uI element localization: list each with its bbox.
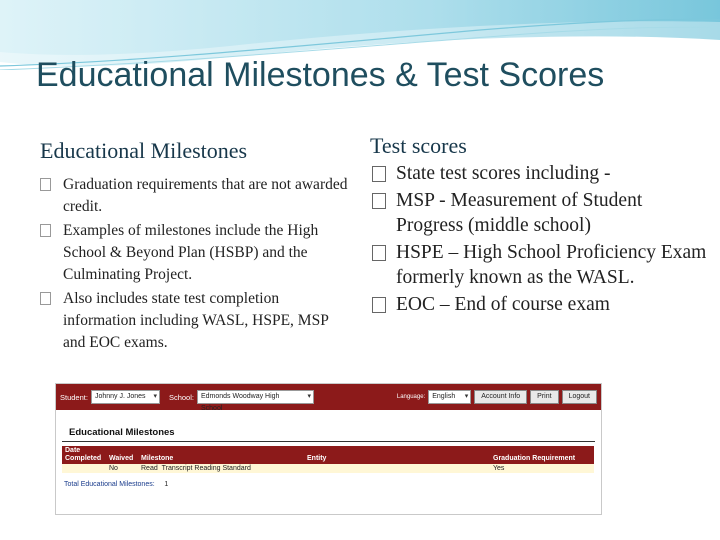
bullet-box-icon	[40, 178, 51, 191]
test-scores-bullet	[370, 161, 710, 187]
test-scores-bullet-list	[370, 161, 710, 317]
bullet-box-icon	[372, 245, 386, 261]
test-scores-column	[370, 133, 710, 318]
slide-title: Educational Milestones & Test Scores	[36, 56, 605, 94]
bullet-text: Examples of milestones include the High School & Beyond Plan (HSBP) and the Culminating Project.	[63, 222, 319, 283]
milestone-description: Transcript Reading Standard	[161, 465, 251, 472]
table-header-row	[62, 446, 594, 464]
test-scores-bullet	[370, 240, 710, 291]
table-row[interactable]	[62, 464, 594, 473]
cell-entity	[304, 464, 490, 473]
bullet-text: State test scores including -	[396, 163, 611, 184]
bullet-text: HSPE – High School Proficiency Exam formerly known as the WASL.	[396, 241, 707, 288]
embedded-app-screenshot	[55, 383, 602, 515]
bullet-box-icon	[372, 166, 386, 182]
milestones-table	[62, 446, 594, 473]
bullet-text: MSP - Measurement of Student Progress (middle school)	[396, 189, 643, 236]
milestones-bullet	[40, 288, 350, 354]
section-title: Educational Milestones	[62, 410, 595, 442]
milestones-column	[40, 138, 350, 356]
bullet-box-icon	[40, 224, 51, 237]
bullet-text: EOC – End of course exam	[396, 293, 610, 315]
milestone-code: Read	[141, 465, 158, 472]
column-header-waived[interactable]: Waived	[106, 446, 138, 464]
bullet-box-icon	[372, 193, 386, 209]
student-select[interactable]: Johnny J. Jones ▾	[91, 390, 160, 404]
milestones-bullet	[40, 220, 350, 286]
language-label: Language:	[396, 394, 426, 400]
cell-graduation-requirement: Yes	[490, 464, 594, 473]
total-label: Total Educational Milestones:	[64, 481, 155, 488]
column-header-date[interactable]: Date Completed	[62, 446, 106, 464]
bullet-text: Also includes state test completion information including WASL, HSPE, MSP and EOC exams.	[63, 290, 329, 351]
column-header-milestone[interactable]: Milestone	[138, 446, 304, 464]
bullet-box-icon	[372, 297, 386, 313]
language-select[interactable]: English ▾	[428, 390, 471, 404]
app-toolbar	[56, 384, 601, 410]
test-scores-bullet	[370, 292, 710, 318]
column-header-entity[interactable]: Entity	[304, 446, 490, 464]
milestones-bullet	[40, 174, 350, 218]
logout-button[interactable]: Logout	[562, 390, 597, 404]
print-button[interactable]: Print	[530, 390, 558, 404]
student-label: Student:	[60, 392, 88, 402]
milestones-bullet-list	[40, 174, 350, 354]
test-scores-bullet	[370, 188, 710, 239]
account-info-button[interactable]: Account Info	[474, 390, 527, 404]
bullet-box-icon	[40, 292, 51, 305]
milestones-heading: Educational Milestones	[40, 138, 248, 163]
test-scores-heading: Test scores	[370, 133, 467, 158]
cell-date	[62, 464, 106, 473]
school-select[interactable]: Edmonds Woodway High School ▾	[197, 390, 314, 404]
cell-waived: No	[106, 464, 138, 473]
bullet-text: Graduation requirements that are not awarded credit.	[63, 176, 348, 215]
school-label: School:	[168, 392, 194, 402]
milestones-total	[56, 473, 601, 488]
cell-milestone	[138, 464, 304, 473]
column-header-graduation-requirement[interactable]: Graduation Requirement	[490, 446, 594, 464]
total-value: 1	[164, 481, 169, 488]
